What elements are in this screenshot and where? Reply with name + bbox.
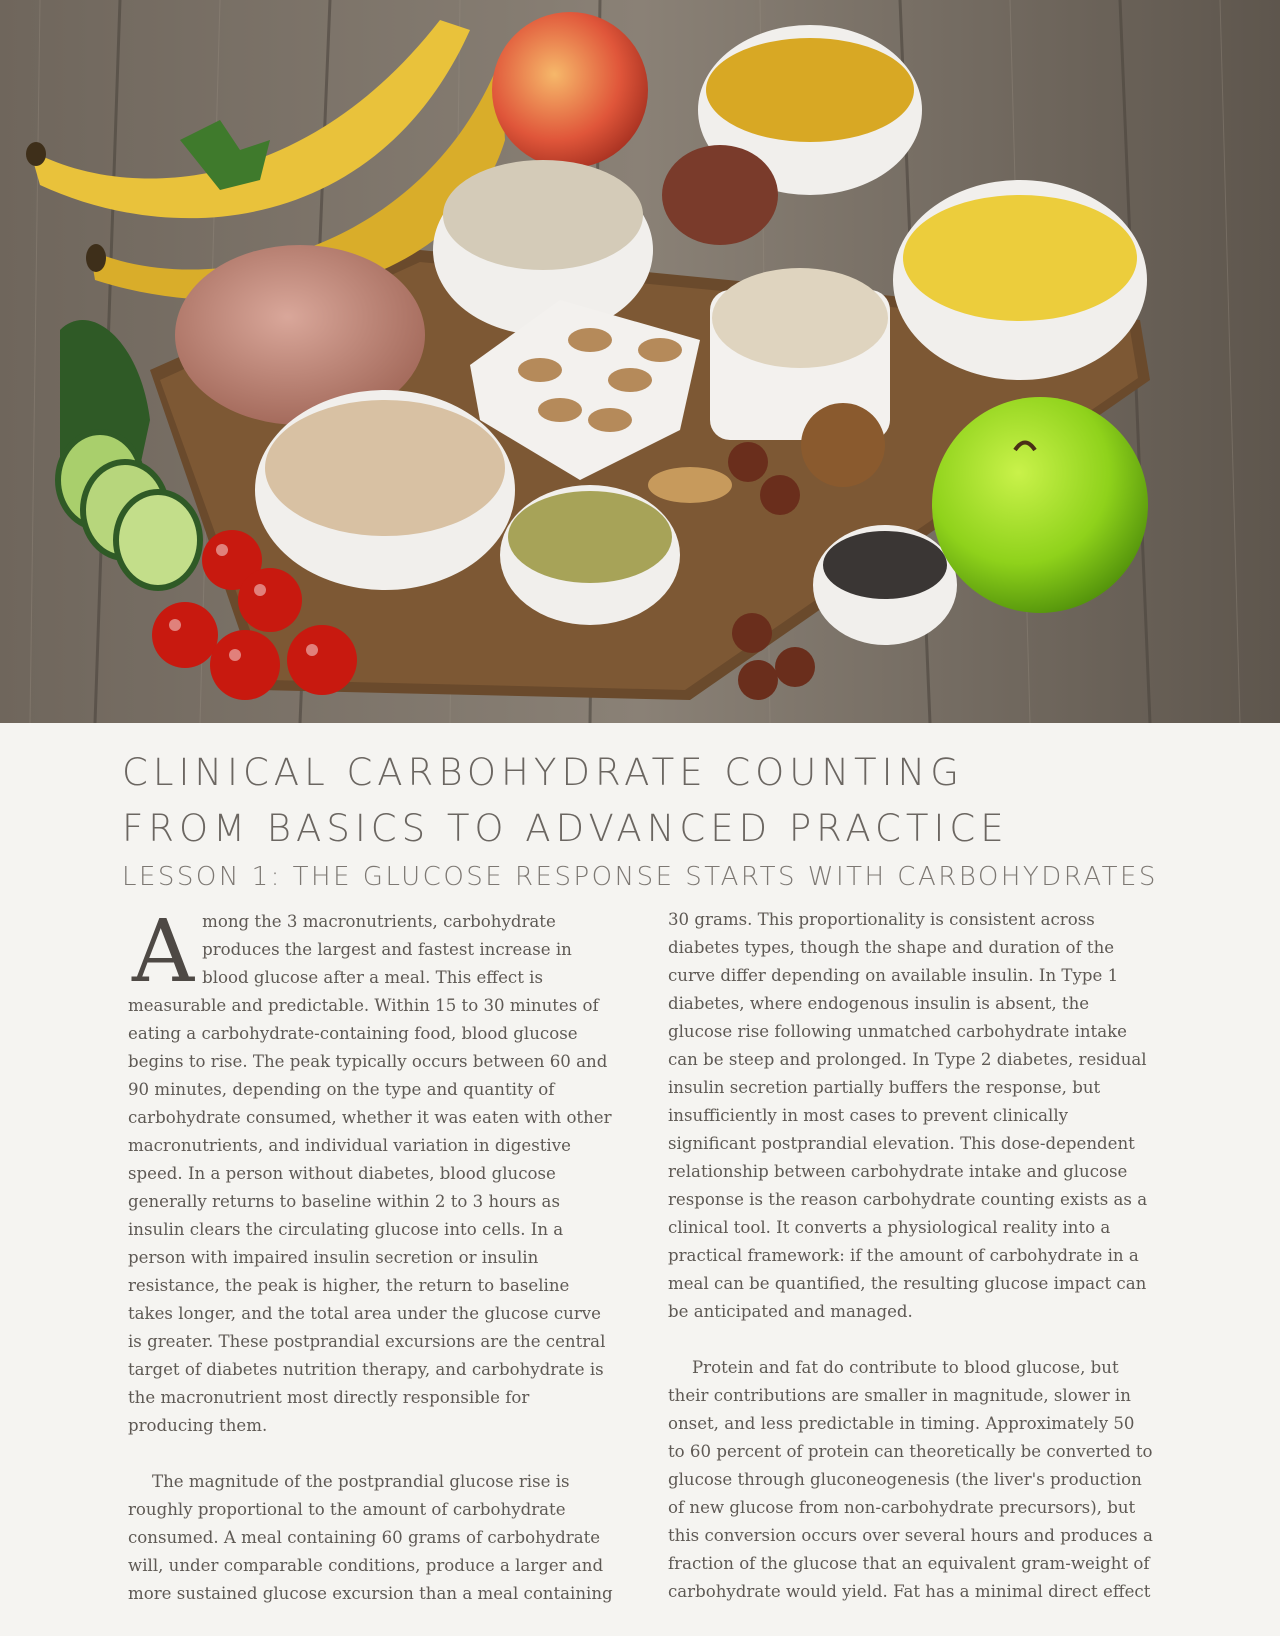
drop-cap: A [132, 902, 195, 1002]
paragraph-3: Protein and fat do contribute to blood glucose, but their contributions are smaller in magnitude, slower in onset, and less predictable in timing. Approximately 50 to 60 percent of protein can theoretically be converted to glucose through gluconeogenesis (the liver's production of new glucose from non-carbohydrate precursors), but this conversion occurs over several hours and produces a fraction of the glucose that an equivalent gram-weight of carbohydrate would yield. Fat has a minimal direct effect [668, 1358, 1153, 1601]
article-columns [128, 902, 1156, 1636]
lesson-subtitle: LESSON 1: THE GLUCOSE RESPONSE STARTS WITH CARBOHYDRATES [122, 862, 1158, 892]
course-title-line-2: FROM BASICS TO ADVANCED PRACTICE [122, 807, 1009, 850]
paragraph-1-text: mong the 3 macronutrients, carbohydrate produces the largest and fastest increase in blood glucose after a meal. This effect is measurable and predictable. Within 15 to 30 minutes of eating a carbohydrate-containing food, blood glucose begins to rise. The peak typically occurs between 60 and 90 minutes, depending on the type and quantity of carbohydrate consumed, whether it was eaten with other macronutrients, and individual variation in digestive speed. In a person without diabetes, blood glucose generally returns to baseline within 2 to 3 hours as insulin clears the circulating glucose into cells. In a person with impaired insulin secretion or insulin resistance, the peak is higher, the return to baseline takes longer, and the total area under the glucose curve is greater. These postprandial excursions are the central target of diabetes nutrition therapy, and carbohydrate is the macronutrient most directly responsible for producing them. [128, 912, 612, 1435]
right-column [668, 908, 1156, 1636]
left-column [128, 902, 616, 1636]
food-photo-icon [0, 0, 1280, 723]
paragraph-1 [128, 902, 616, 1440]
article [0, 723, 1280, 1603]
paragraph-2: The magnitude of the postprandial glucose rise is roughly proportional to the amount of carbohydrate consumed. A meal containing 60 grams of carbohydrate will, under comparable conditions, produce a larger and more sustained glucose excursion than a meal containing [128, 1472, 613, 1603]
paragraph-2-continued: 30 grams. This proportionality is consistent across diabetes types, though the shape and duration of the curve differ depending on available insulin. In Type 1 diabetes, where endogenous insulin is absent, the glucose rise following unmatched carbohydrate intake can be steep and prolonged. In Type 2 diabetes, residual insulin secretion partially buffers the response, but insufficiently in most cases to prevent clinically significant postprandial elevation. This dose-dependent relationship between carbohydrate intake and glucose response is the reason carbohydrate counting exists as a clinical tool. It converts a physiological reality into a practical framework: if the amount of carbohydrate in a meal can be quantified, the resulting glucose impact can be anticipated and managed. [668, 910, 1148, 1321]
hero-photo [0, 0, 1280, 723]
course-title-line-1: CLINICAL CARBOHYDRATE COUNTING [122, 751, 964, 794]
